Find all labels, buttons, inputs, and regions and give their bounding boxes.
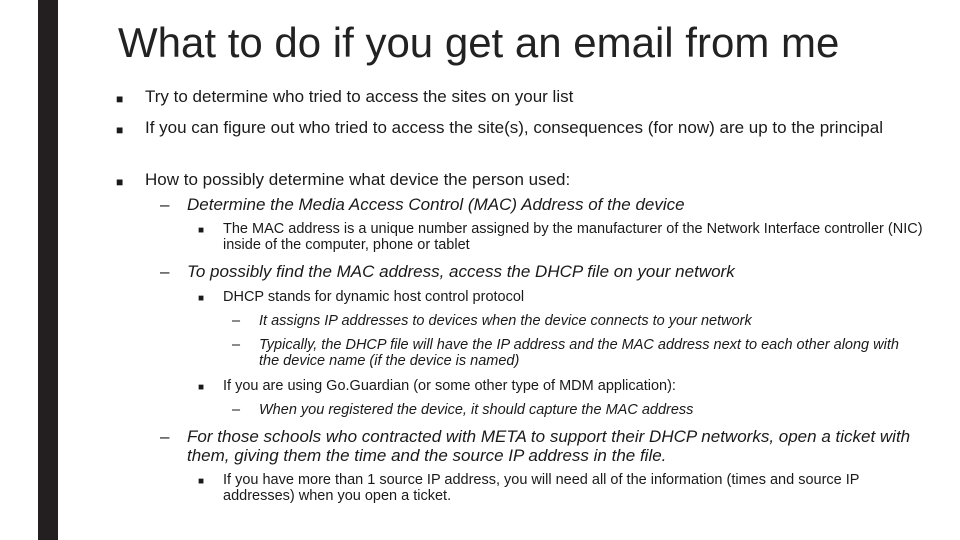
bullet-text: To possibly find the MAC address, access the DHCP file on your network (187, 262, 735, 281)
dash-bullet-icon: – (232, 402, 241, 418)
slide-title: What to do if you get an email from me (118, 19, 840, 66)
bullet-text: If you have more than 1 source IP address, you will need all of the information (times and source IP addresses) when you open a ticket. (223, 472, 860, 504)
square-bullet-icon: ■ (198, 476, 205, 487)
bullet-text: When you registered the device, it should capture the MAC address (259, 402, 694, 418)
bullet-text: If you are using Go.Guardian (or some other type of MDM application): (223, 378, 676, 394)
bullet-text: Determine the Media Access Control (MAC) Address of the device (187, 195, 685, 214)
bullet-text: Typically, the DHCP file will have the IP address and the MAC address next to each other along with the device name (if the device is named) (259, 337, 899, 369)
bullet-text: DHCP stands for dynamic host control protocol (223, 289, 525, 305)
bullet-text: For those schools who contracted with META to support their DHCP networks, open a ticket with them, giving them the time and the source IP address in the file. (187, 427, 911, 465)
square-bullet-icon: ■ (198, 293, 205, 304)
bullet-text: The MAC address is a unique number assigned by the manufacturer of the Network Interface controller (NIC) inside of the computer, phone or tablet (223, 221, 923, 253)
dash-bullet-icon: – (160, 427, 170, 446)
bullet-text: It assigns IP addresses to devices when the device connects to your network (259, 313, 752, 329)
square-bullet-icon: ■ (116, 123, 124, 137)
bullet-text: If you can figure out who tried to access the site(s), consequences (for now) are up to the principal (145, 118, 883, 137)
bullet-text: Try to determine who tried to access the sites on your list (145, 87, 574, 106)
square-bullet-icon: ■ (198, 225, 205, 236)
dash-bullet-icon: – (232, 337, 241, 353)
bullet-text: How to possibly determine what device the person used: (145, 170, 571, 189)
dash-bullet-icon: – (160, 195, 170, 214)
square-bullet-icon: ■ (198, 382, 205, 393)
dash-bullet-icon: – (232, 313, 241, 329)
dash-bullet-icon: – (160, 262, 170, 281)
square-bullet-icon: ■ (116, 92, 124, 106)
square-bullet-icon: ■ (116, 175, 124, 189)
